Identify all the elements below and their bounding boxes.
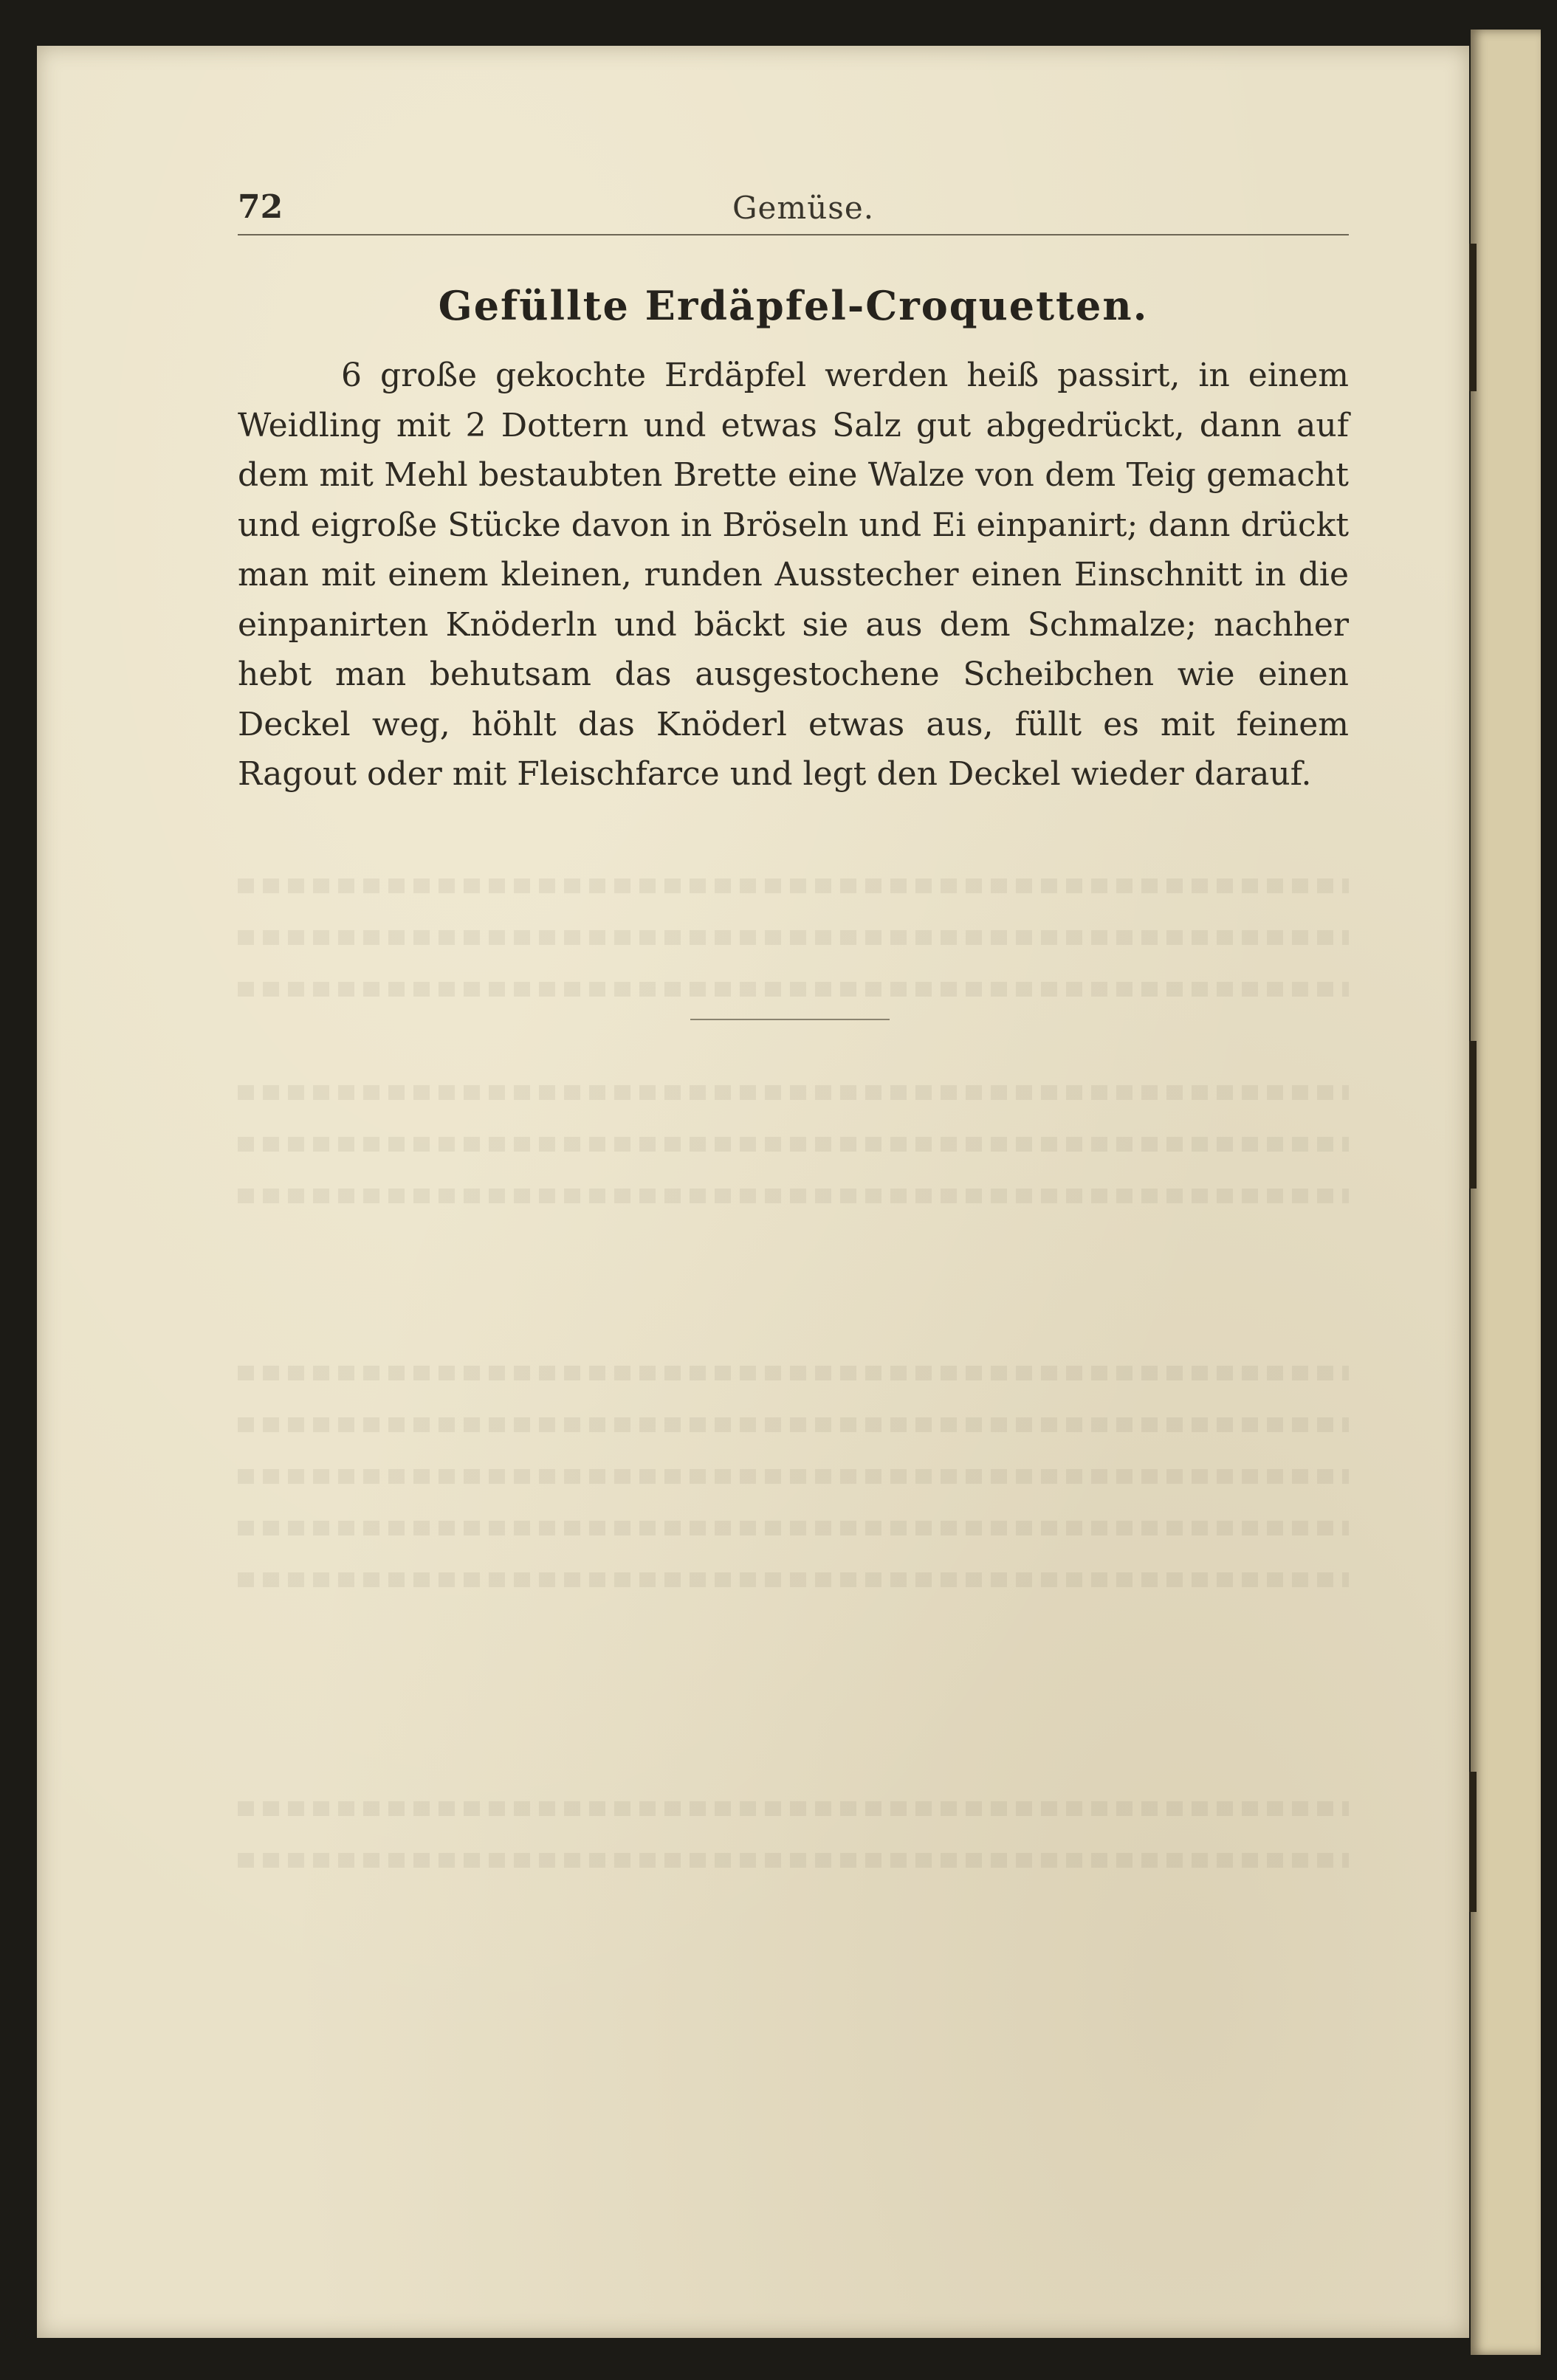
show-through-text [238,1189,1349,1203]
show-through-text [238,1853,1349,1868]
page-edge-shadow [1469,244,1477,391]
show-through-text [238,1521,1349,1535]
adjacent-page-edge [1471,30,1541,2355]
recipe-text: 6 große gekochte Erdäpfel werden heiß passirt, in einem Weidling mit 2 Dottern und etwas Salz gut abgedrückt, dann auf dem mit Mehl bestaubten Brette eine Walze von dem Teig gemacht und eigroße Stücke davon in Bröseln und Ei einpanirt; dann drückt man mit einem kleinen, runden Ausstecher einen Einschnitt in die einpanirten Knöderln und bäckt sie aus dem Schmalze; nachher hebt man behutsam das ausgestochene Scheibchen wie einen Deckel weg, höhlt das Knöderl etwas aus, füllt es mit feinem Ragout oder mit Fleischfarce und legt den Deckel wieder darauf. [238,357,1349,793]
page-edge-shadow [1469,1772,1477,1912]
show-through-text [238,1572,1349,1587]
show-through-text [238,1469,1349,1484]
show-through-text [238,1417,1349,1432]
page-edge-shadow [1469,1041,1477,1189]
show-through-text [238,930,1349,945]
page-number: 72 [238,188,283,226]
show-through-text [238,1366,1349,1380]
show-through-text [238,878,1349,893]
page-header [238,188,1349,235]
show-through-text [238,1137,1349,1152]
show-through-text [238,1085,1349,1100]
running-head: Gemüse. [732,190,875,226]
recipe-title: Gefüllte Erdäpfel-Croquetten. [438,282,1149,329]
section-divider [690,1019,890,1020]
show-through-text [238,982,1349,997]
show-through-text [238,1801,1349,1816]
